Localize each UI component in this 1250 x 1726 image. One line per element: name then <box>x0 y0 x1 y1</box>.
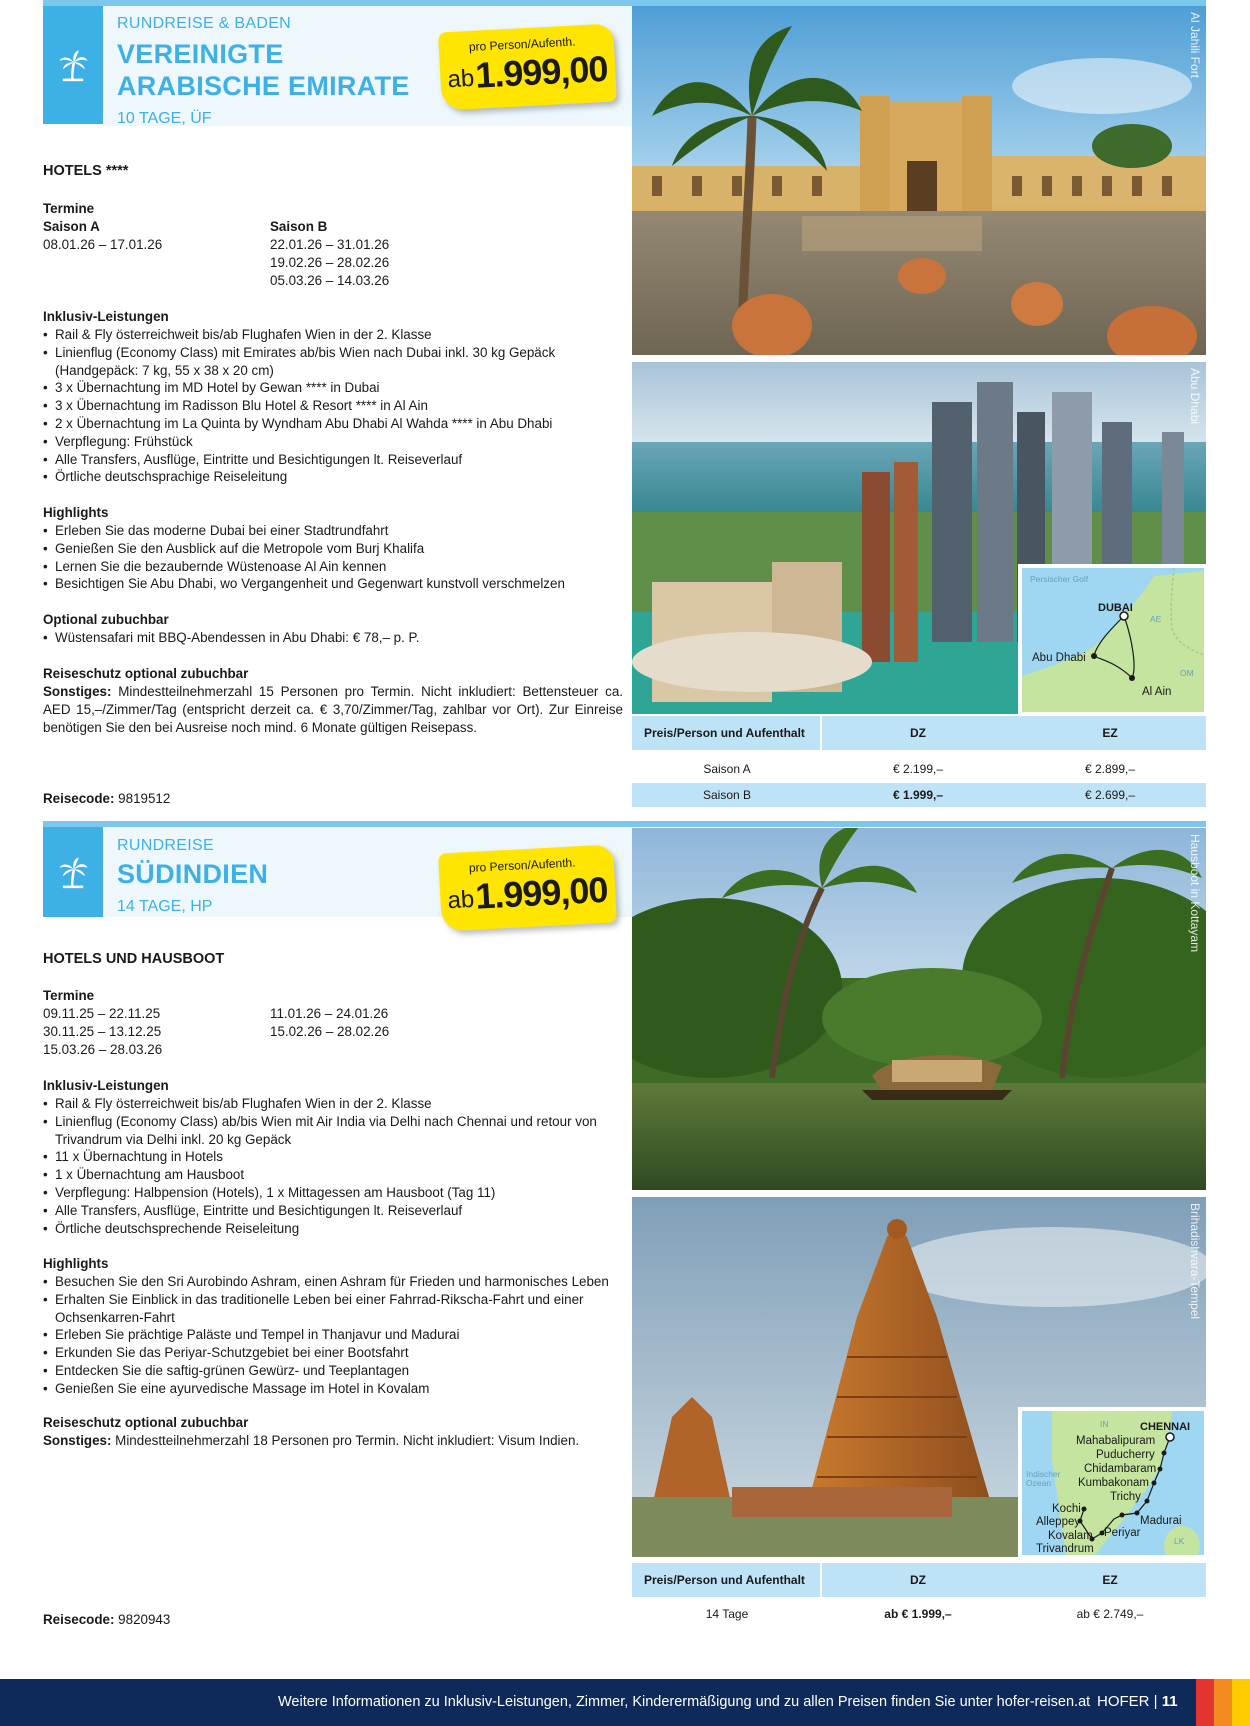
list-item: • Wüstensafari mit BBQ-Abendessen in Abu Dhabi: € 78,– p. P. <box>43 629 623 647</box>
list-item: • 3 x Übernachtung im MD Hotel by Gewan **** in Dubai <box>43 379 623 397</box>
list-item: • Örtliche deutschsprachige Reiseleitung <box>43 468 623 486</box>
optional-label: Optional zubuchbar <box>43 612 169 627</box>
list-item: • 2 x Übernachtung im La Quinta by Wyndham Abu Dhabi Al Wahda **** in Abu Dhabi <box>43 415 623 433</box>
trip-kicker: RUNDREISE <box>117 837 214 854</box>
fort-illustration <box>632 6 1206 355</box>
map-country-in: IN <box>1100 1419 1109 1429</box>
reisecode-value: 9819512 <box>114 791 171 806</box>
saison-b-date: 05.03.26 – 14.03.26 <box>270 273 390 288</box>
table-cell: € 2.899,– <box>1084 762 1136 776</box>
map-city-trivandrum: Trivandrum <box>1036 1543 1094 1555</box>
price-tag <box>438 844 617 931</box>
list-item: • Rail & Fly österreichweit bis/ab Flughafen Wien in der 2. Klasse <box>43 1095 613 1113</box>
price-value: 1.999,00 <box>474 47 609 96</box>
list-item: • Erleben Sie prächtige Paläste und Tempel in Thanjavur und Madurai <box>43 1326 633 1344</box>
palm-icon <box>56 48 90 82</box>
table-cell: € 1.999,– <box>892 788 944 802</box>
table-row <box>632 1602 1206 1626</box>
uae-map-shape <box>1022 568 1208 716</box>
india-route-map <box>1018 1407 1208 1559</box>
sonstiges-paragraph <box>43 683 623 736</box>
page-footer <box>0 1679 1250 1726</box>
table-header-cell: EZ <box>1102 1573 1118 1587</box>
saison-b-label: Saison B <box>270 219 328 234</box>
uae-offer <box>0 6 1250 826</box>
optional-list <box>43 629 623 647</box>
photo-caption: Al Jahili Fort <box>1188 12 1202 79</box>
list-item: • Verpflegung: Frühstück <box>43 433 623 451</box>
saison-a-date: 08.01.26 – 17.01.26 <box>43 237 163 252</box>
hotels-heading: HOTELS **** <box>43 163 129 179</box>
list-item: • Linienflug (Economy Class) ab/bis Wien mit Air India via Delhi nach Chennai und retour von Trivandrum via Delhi inkl. 20 kg Gepäck <box>43 1113 613 1149</box>
list-item: • Linienflug (Economy Class) mit Emirates ab/bis Wien nach Dubai inkl. 30 kg Gepäck (Handgepäck: 7 kg, 55 x 38 x 20 cm) <box>43 344 623 380</box>
termine-label: Termine <box>43 988 95 1003</box>
table-cell: ab € 2.749,– <box>1076 1607 1144 1621</box>
table-header <box>632 1563 1206 1597</box>
brand-name: HOFER <box>1097 1693 1150 1710</box>
inklusiv-label: Inklusiv-Leistungen <box>43 1078 169 1093</box>
table-header <box>632 716 1206 750</box>
price-value: 1.999,00 <box>474 868 609 917</box>
map-city-kumbakonam: Kumbakonam <box>1078 1477 1149 1489</box>
backwaters-illustration <box>632 828 1206 1190</box>
list-item: • Rail & Fly österreichweit bis/ab Flughafen Wien in der 2. Klasse <box>43 326 623 344</box>
table-row <box>632 783 1206 807</box>
list-item: • Örtliche deutschsprechende Reiseleitung <box>43 1220 613 1238</box>
reisecode-value: 9820943 <box>114 1612 171 1627</box>
page-number: 11 <box>1161 1693 1178 1710</box>
map-city-trichy: Trichy <box>1110 1491 1141 1503</box>
footer-brand: HOFER | 11 <box>1097 1693 1178 1710</box>
trip-duration: 14 TAGE, HP <box>117 898 213 915</box>
termin-date: 15.03.26 – 28.03.26 <box>43 1042 163 1057</box>
map-ocean-label: Indischer <box>1026 1469 1061 1479</box>
saison-a-label: Saison A <box>43 219 100 234</box>
reisecode <box>43 790 170 808</box>
map-city-al-ain: Al Ain <box>1142 686 1172 698</box>
reisecode <box>43 1611 170 1629</box>
map-city-kochi: Kochi <box>1052 1503 1081 1515</box>
table-row <box>632 757 1206 781</box>
stripe-red <box>1196 1679 1214 1726</box>
price-prefix: ab <box>446 885 475 915</box>
list-item: • Erleben Sie das moderne Dubai bei einer Stadtrundfahrt <box>43 522 633 540</box>
map-city-chennai: CHENNAI <box>1140 1421 1191 1433</box>
list-item: • 3 x Übernachtung im Radisson Blu Hotel & Resort **** in Al Ain <box>43 397 623 415</box>
list-item: • Alle Transfers, Ausflüge, Eintritte und Besichtigungen lt. Reiseverlauf <box>43 1202 613 1220</box>
sonstiges-label: Sonstiges: <box>43 684 112 699</box>
highlights-list <box>43 1273 633 1398</box>
table-cell: Saison B <box>702 788 752 802</box>
termin-date: 11.01.26 – 24.01.26 <box>270 1006 389 1021</box>
termine-label: Termine <box>43 201 95 216</box>
table-cell: € 2.199,– <box>892 762 944 776</box>
india-price-table <box>632 1563 1206 1633</box>
photo-caption: Brihadishvara-Tempel <box>1188 1203 1202 1320</box>
map-city-periyar: Periyar <box>1104 1527 1141 1539</box>
reiseschutz: Reiseschutz optional zubuchbar <box>43 666 249 681</box>
highlights-label: Highlights <box>43 505 109 520</box>
photo-hausboot-kottayam <box>632 828 1206 1190</box>
table-header-cell: EZ <box>1102 726 1118 740</box>
highlights-list <box>43 522 633 593</box>
map-city-dubai: DUBAI <box>1098 602 1133 614</box>
list-item: • 11 x Übernachtung in Hotels <box>43 1148 613 1166</box>
list-item: • Alle Transfers, Ausflüge, Eintritte und Besichtigungen lt. Reiseverlauf <box>43 451 623 469</box>
stripe-yellow <box>1232 1679 1250 1726</box>
map-city-chidambaram: Chidambaram <box>1084 1463 1157 1475</box>
inklusiv-list <box>43 1095 613 1237</box>
map-country-om: OM <box>1180 668 1194 678</box>
termin-date: 15.02.26 – 28.02.26 <box>270 1024 390 1039</box>
termin-date: 09.11.25 – 22.11.25 <box>43 1006 161 1021</box>
footer-info-text: Weitere Informationen zu Inklusiv-Leistungen, Zimmer, Kinderermäßigung und zu allen Preisen finden Sie unter hofer-reisen.at <box>278 1694 1091 1710</box>
map-ocean-label: Ozean <box>1026 1478 1052 1488</box>
sonstiges-text: Mindestteilnehmerzahl 18 Personen pro Termin. Nicht inkludiert: Visum Indien. <box>111 1433 580 1448</box>
list-item: • Erkunden Sie das Periyar-Schutzgebiet bei einer Bootsfahrt <box>43 1344 633 1362</box>
trip-duration: 10 TAGE, ÜF <box>117 110 212 127</box>
list-item: • Erhalten Sie Einblick in das traditionelle Leben bei einer Fahrrad-Rikscha-Fahrt und einer Ochsenkarren-Fahrt <box>43 1291 633 1327</box>
list-item: • Besuchen Sie den Sri Aurobindo Ashram, einen Ashram für Frieden und harmonisches Leben <box>43 1273 633 1291</box>
uae-price-table <box>632 716 1206 806</box>
palm-icon-box <box>43 6 103 124</box>
list-item: • Lernen Sie die bezaubernde Wüstenoase Al Ain kennen <box>43 558 633 576</box>
palm-icon-box <box>43 827 103 917</box>
trip-title-line1: VEREINIGTE <box>117 39 284 69</box>
trip-kicker: RUNDREISE & BADEN <box>117 15 292 32</box>
reiseschutz: Reiseschutz optional zubuchbar <box>43 1415 249 1430</box>
photo-al-jahili-fort <box>632 6 1206 355</box>
table-header-cell: Preis/Person und Aufenthalt <box>632 716 822 750</box>
list-item: • Besichtigen Sie Abu Dhabi, wo Vergangenheit und Gegenwart kunstvoll verschmelzen <box>43 575 633 593</box>
trip-title: SÜDINDIEN <box>117 859 269 889</box>
map-country-ae: AE <box>1150 614 1162 624</box>
list-item: • Entdecken Sie die saftig-grünen Gewürz- und Teeplantagen <box>43 1362 633 1380</box>
table-cell: Saison A <box>703 762 751 776</box>
table-header-cell: DZ <box>910 1573 926 1587</box>
hotels-heading: HOTELS UND HAUSBOOT <box>43 951 225 967</box>
map-city-alleppey: Alleppey <box>1036 1516 1081 1528</box>
saison-b-date: 22.01.26 – 31.01.26 <box>270 237 390 252</box>
saison-b-date: 19.02.26 – 28.02.26 <box>270 255 390 270</box>
sonstiges-label: Sonstiges: <box>43 1433 112 1448</box>
map-city-kovalam: Kovalam <box>1048 1530 1093 1542</box>
termin-date: 30.11.25 – 13.12.25 <box>43 1024 162 1039</box>
photo-caption: Abu Dhabi <box>1188 368 1202 425</box>
list-item: • Genießen Sie den Ausblick auf die Metropole vom Burj Khalifa <box>43 540 633 558</box>
sonstiges-text: Mindestteilnehmerzahl 15 Personen pro Termin. Nicht inkludiert: Bettensteuer ca. AED 15,–/Zimmer/Tag (entspricht derzeit ca. € 3,70/Zimmer/Tag, zahlbar vor Ort). Zur Einreise benötigen Sie den bei Ausreise noch mind. 6 Monate gültigen Reisepass. <box>43 684 623 735</box>
sonstiges-paragraph <box>43 1432 633 1450</box>
price-prefix: ab <box>446 64 475 94</box>
uae-route-map <box>1018 564 1208 716</box>
list-item: • Verpflegung: Halbpension (Hotels), 1 x Mittagessen am Hausboot (Tag 11) <box>43 1184 613 1202</box>
map-city-mahabalipuram: Mahabalipuram <box>1076 1435 1156 1447</box>
brand-stripes <box>1196 1679 1250 1726</box>
map-city-puducherry: Puducherry <box>1096 1449 1155 1461</box>
map-city-madurai: Madurai <box>1140 1515 1182 1527</box>
table-header-cell: Preis/Person und Aufenthalt <box>632 1563 822 1597</box>
highlights-label: Highlights <box>43 1256 109 1271</box>
table-cell: 14 Tage <box>705 1607 749 1621</box>
reisecode-label: Reisecode: <box>43 791 115 806</box>
inklusiv-list <box>43 326 623 486</box>
list-item: • Genießen Sie eine ayurvedische Massage im Hotel in Kovalam <box>43 1380 633 1398</box>
table-cell: € 2.699,– <box>1084 788 1136 802</box>
map-city-abu-dhabi: Abu Dhabi <box>1032 652 1086 664</box>
list-item: • 1 x Übernachtung am Hausboot <box>43 1166 613 1184</box>
price-tag <box>438 23 617 110</box>
reisecode-label: Reisecode: <box>43 1612 115 1627</box>
india-offer <box>0 827 1250 1667</box>
stripe-orange <box>1214 1679 1232 1726</box>
palm-icon <box>56 855 90 889</box>
price-label: pro Person/Aufenth. <box>468 34 576 55</box>
trip-title-line2: ARABISCHE EMIRATE <box>117 71 410 101</box>
inklusiv-label: Inklusiv-Leistungen <box>43 309 169 324</box>
table-cell: ab € 1.999,– <box>884 1607 952 1621</box>
map-country-lk: LK <box>1174 1536 1185 1546</box>
map-sea-label: Persischer Golf <box>1030 574 1089 584</box>
price-label: pro Person/Aufenth. <box>468 855 576 876</box>
photo-caption: Hausboot in Kottayam <box>1188 834 1202 953</box>
table-header-cell: DZ <box>910 726 926 740</box>
